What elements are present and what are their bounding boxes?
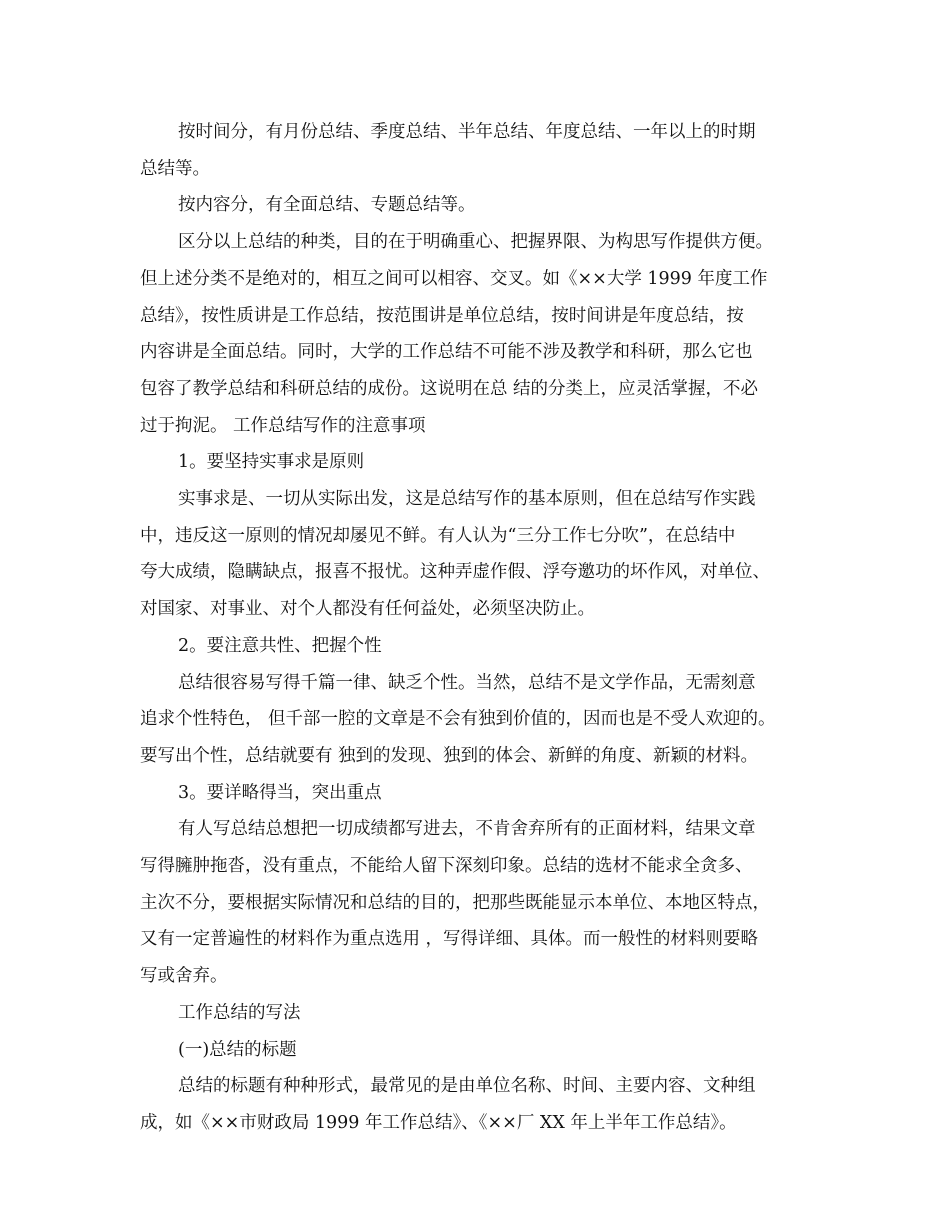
text-line: 中，违反这一原则的情况却屡见不鲜。有人认为“三分工作七分吹”，在总结中 <box>140 525 736 546</box>
text-line: 成，如《××市财政局 1999 年工作总结》、《××厂 XX 年上半年工作总结》。 <box>140 1112 737 1133</box>
text-line: 1。要坚持实事求是原则 <box>178 452 365 473</box>
text-line: 区分以上总结的种类，目的在于明确重心、把握界限、为构思写作提供方便。 <box>178 232 773 253</box>
text-line: 内容讲是全面总结。同时，大学的工作总结不可能不涉及教学和科研，那么它也 <box>140 342 753 363</box>
text-line: 追求个性特色， 但千部一腔的文章是不会有独到价值的，因而也是不受人欢迎的。 <box>140 709 776 730</box>
text-line: 有人写总结总想把一切成绩都写进去，不肯舍弃所有的正面材料，结果文章 <box>178 819 756 840</box>
text-line: 总结很容易写得千篇一律、缺乏个性。当然，总结不是文学作品，无需刻意 <box>178 672 756 693</box>
text-line: 要写出个性，总结就要有 独到的发现、独到的体会、新鲜的角度、新颖的材料。 <box>140 745 759 766</box>
text-line: 主次不分，要根据实际情况和总结的目的，把那些既能显示本单位、本地区特点， <box>140 892 770 913</box>
text-line: 又有一定普遍性的材料作为重点选用 ，写得详细、具体。而一般性的材料则要略 <box>140 929 759 950</box>
text-line: 总结的标题有种种形式，最常见的是由单位名称、时间、主要内容、文种组 <box>178 1076 756 1097</box>
text-line: 实事求是、一切从实际出发，这是总结写作的基本原则，但在总结写作实践 <box>178 489 756 509</box>
text-line: 写得臃肿拖沓，没有重点，不能给人留下深刻印象。总结的选材不能求全贪多、 <box>140 856 753 876</box>
text-line: 3。要详略得当，突出重点 <box>178 782 382 803</box>
text-line: 写或舍弃。 <box>140 966 228 987</box>
text-line: (一)总结的标题 <box>178 1039 297 1060</box>
text-line: 总结等。 <box>140 158 210 179</box>
text-line: 总结》，按性质讲是工作总结，按范围讲是单位总结，按时间讲是年度总结，按 <box>140 305 744 326</box>
text-line: 但上述分类不是绝对的，相互之间可以相容、交叉。如《××大学 1999 年度工作 <box>140 268 768 289</box>
text-line: 夸大成绩，隐瞒缺点，报喜不报忧。这种弄虚作假、浮夸邀功的坏作风，对单位、 <box>140 562 770 583</box>
text-line: 2。要注意共性、把握个性 <box>178 635 382 656</box>
text-line: 包容了教学总结和科研总结的成份。这说明在总 结的分类上，应灵活掌握，不必 <box>140 378 759 399</box>
text-line: 按时间分，有月份总结、季度总结、半年总结、年度总结、一年以上的时期 <box>178 122 756 142</box>
text-line: 对国家、对事业、对个人都没有任何益处，必须坚决防止。 <box>140 599 595 620</box>
text-line: 按内容分，有全面总结、专题总结等。 <box>178 195 476 216</box>
text-line: 过于拘泥。 工作总结写作的注意事项 <box>140 415 426 436</box>
text-line: 工作总结的写法 <box>178 1002 301 1023</box>
